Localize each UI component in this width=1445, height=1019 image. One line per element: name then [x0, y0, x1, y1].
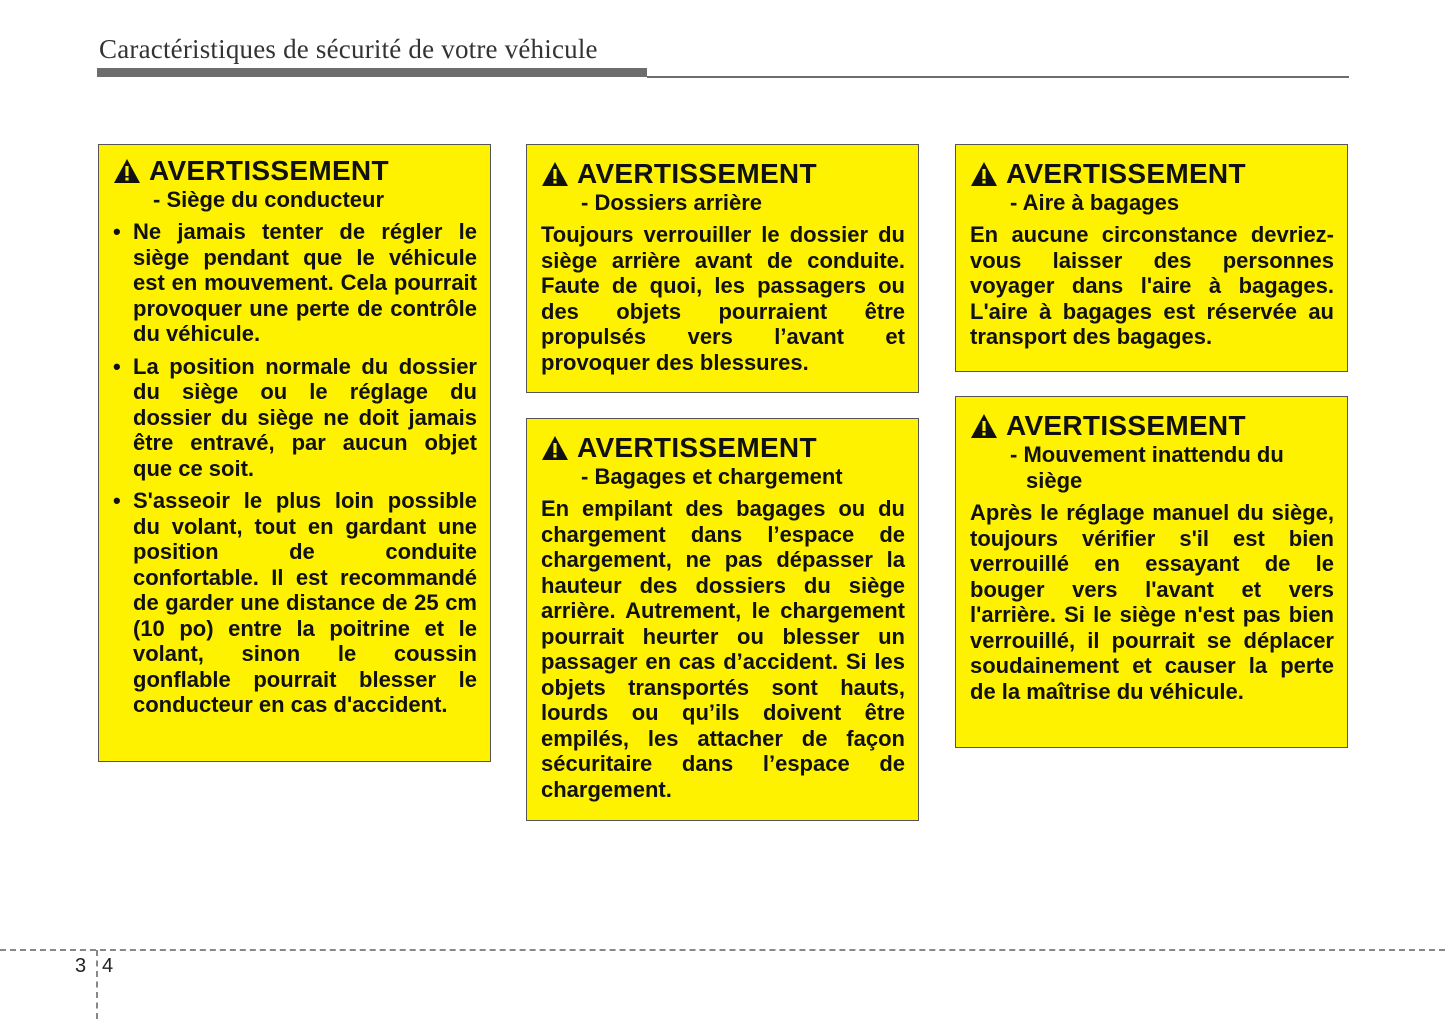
- warning-subtitle-line: siège: [1026, 468, 1083, 493]
- section-number: 3: [75, 955, 87, 977]
- warning-box-luggage-cargo: [526, 418, 919, 821]
- warning-box-cargo-area: [955, 144, 1348, 372]
- warning-bullet-list: [113, 219, 477, 718]
- warning-subtitle: [970, 442, 1334, 494]
- warning-triangle-icon: [113, 158, 141, 184]
- warning-subtitle: - Bagages et chargement: [581, 464, 843, 489]
- page-number: 4: [102, 955, 114, 977]
- warning-triangle-icon: [970, 413, 998, 439]
- warning-subtitle: - Aire à bagages: [1010, 190, 1180, 215]
- header-rule-thin: [647, 76, 1349, 78]
- warning-body: En aucune circonstance devriez-vous laisser des personnes voyager dans l'aire à bagages. L'aire à bagages est réservée au transport des bagages.: [970, 222, 1334, 349]
- warning-title: AVERTISSEMENT: [577, 432, 817, 463]
- warning-box-unexpected-seat-movement: [955, 396, 1348, 748]
- warning-bullet: • Ne jamais tenter de régler le siège pendant que le véhicule est en mouvement. Cela pourrait provoquer une perte de contrôle du véhicule.: [113, 219, 477, 347]
- warning-box-rear-seatbacks: [526, 144, 919, 393]
- warning-body: Toujours verrouiller le dossier du siège arrière avant de conduite. Faute de quoi, les passagers ou des objets pourraient être propulsés vers l’avant et provoquer des blessures.: [541, 222, 905, 375]
- warning-body: En empilant des bagages ou du chargement dans l’espace de chargement, ne pas dépasser la hauteur des dossiers du siège arrière. Autrement, le chargement pourrait heurter ou blesser un passager en cas d’accident. Si les objets transportés sont hauts, lourds ou qu’ils doivent être empilés, les attacher de façon sécuritaire dans l’espace de chargement.: [541, 496, 905, 802]
- warning-title: AVERTISSEMENT: [1006, 410, 1246, 441]
- warning-triangle-icon: [970, 161, 998, 187]
- warning-subtitle: - Dossiers arrière: [581, 190, 762, 215]
- warning-bullet: • La position normale du dossier du siège ou le réglage du dossier du siège ne doit jamais être entravé, par aucun objet que ce soit.: [113, 354, 477, 482]
- warning-body: Après le réglage manuel du siège, toujours vérifier s'il est bien verrouillé en essayant de le bouger vers l'avant et vers l'arrière. Si le siège n'est pas bien verrouillé, il pourrait se déplacer soudainement et causer la perte de la maîtrise du véhicule.: [970, 500, 1334, 704]
- warning-bullet: • S'asseoir le plus loin possible du volant, tout en gardant une position de conduite confortable. Il est recommandé de garder une distance de 25 cm (10 po) entre la poitrine et le volant, sinon le coussin gonflable pourrait blesser le conducteur en cas d'accident.: [113, 488, 477, 718]
- warning-box-driver-seat: [98, 144, 491, 762]
- header-rule-thick: [97, 68, 647, 77]
- page-header-title: Caractéristiques de sécurité de votre véhicule: [99, 34, 598, 64]
- warning-triangle-icon: [541, 161, 569, 187]
- warning-title: AVERTISSEMENT: [577, 158, 817, 189]
- warning-subtitle-line: - Mouvement inattendu du: [1010, 442, 1284, 467]
- warning-title: AVERTISSEMENT: [149, 155, 389, 186]
- warning-subtitle: - Siège du conducteur: [153, 187, 385, 212]
- footer-dashed-divider: [96, 950, 98, 1019]
- footer-dashed-rule: [0, 949, 1445, 951]
- warning-triangle-icon: [541, 435, 569, 461]
- warning-title: AVERTISSEMENT: [1006, 158, 1246, 189]
